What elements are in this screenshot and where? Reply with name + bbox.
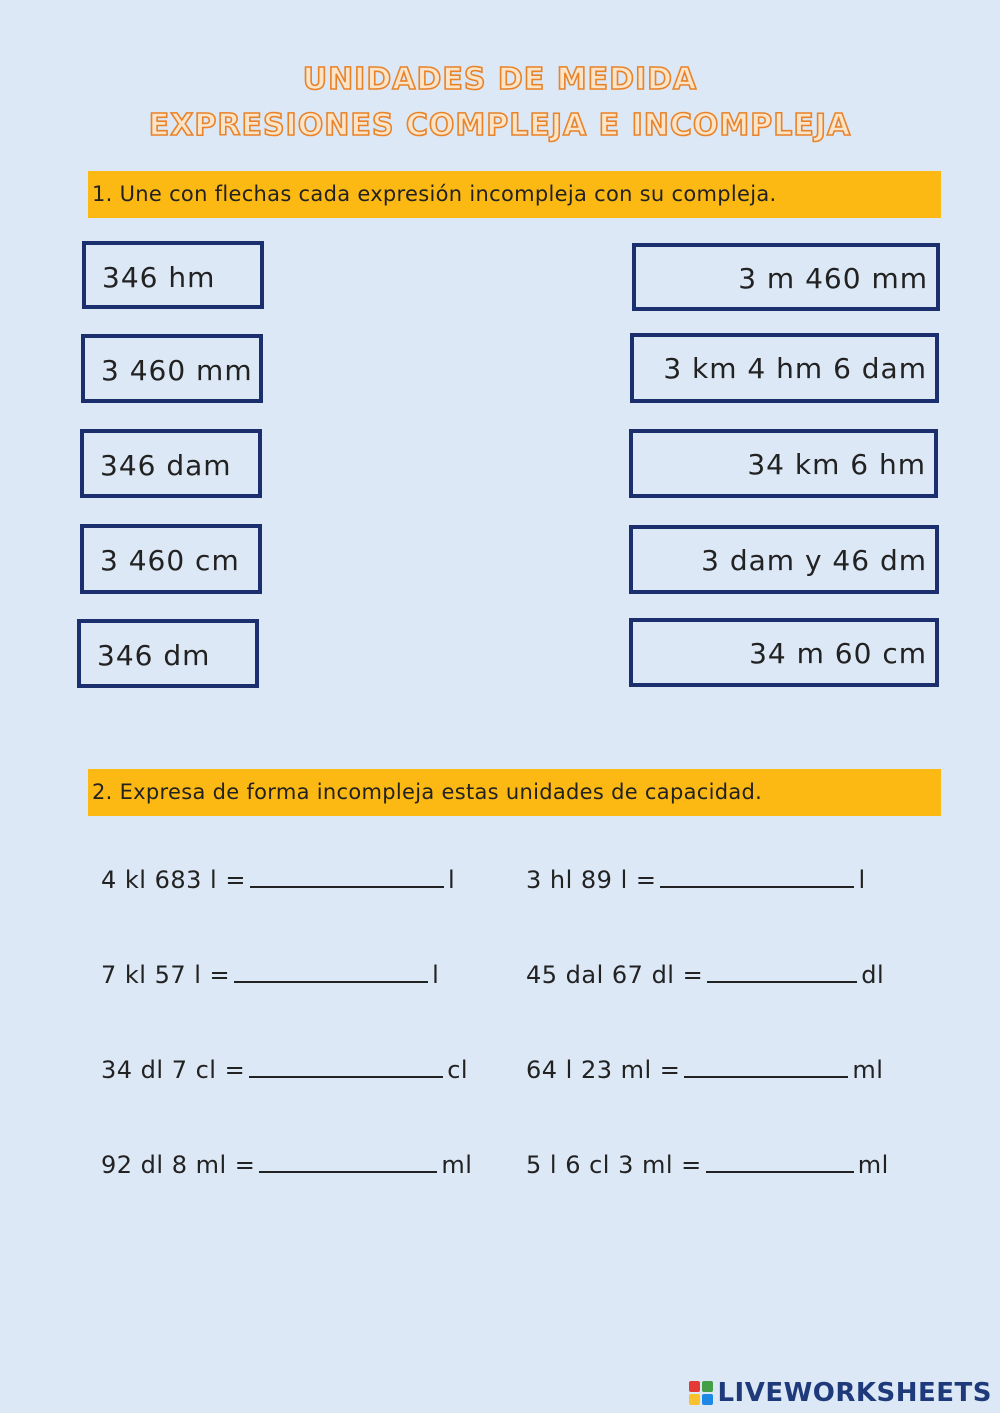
left-option-5[interactable]: 346 dm <box>77 619 259 688</box>
capacity-unit: ml <box>441 1151 473 1179</box>
capacity-expression: 3 hl 89 l = <box>526 866 657 894</box>
answer-blank-4[interactable] <box>707 959 857 983</box>
answer-blank-1[interactable] <box>250 864 444 888</box>
left-option-4[interactable]: 3 460 cm <box>80 524 262 594</box>
left-option-3[interactable]: 346 dam <box>80 429 262 498</box>
page-title: UNIDADES DE MEDIDA <box>302 62 698 97</box>
exercise2-instruction: 2. Expresa de forma incompleja estas unidades de capacidad. <box>88 769 941 816</box>
capacity-item-6 <box>526 1054 883 1084</box>
left-option-1[interactable]: 346 hm <box>82 241 264 309</box>
capacity-unit: ml <box>852 1056 884 1084</box>
capacity-unit: cl <box>447 1056 469 1084</box>
answer-blank-6[interactable] <box>684 1054 848 1078</box>
logo-icon <box>689 1381 713 1405</box>
left-option-2[interactable]: 3 460 mm <box>81 334 263 403</box>
capacity-expression: 5 l 6 cl 3 ml = <box>526 1151 702 1179</box>
answer-blank-2[interactable] <box>660 864 854 888</box>
page-subtitle: EXPRESIONES COMPLEJA E INCOMPLEJA <box>148 108 852 143</box>
capacity-unit: l <box>447 866 456 894</box>
liveworksheets-logo <box>689 1376 992 1410</box>
capacity-item-8 <box>526 1149 889 1179</box>
capacity-unit: dl <box>861 961 885 989</box>
answer-blank-5[interactable] <box>249 1054 443 1078</box>
logo-text: LIVEWORKSHEETS <box>717 1378 992 1408</box>
capacity-unit: l <box>858 866 866 894</box>
capacity-expression: 45 dal 67 dl = <box>526 961 704 989</box>
answer-blank-7[interactable] <box>259 1149 437 1173</box>
capacity-item-2 <box>526 864 866 894</box>
answer-blank-8[interactable] <box>706 1149 854 1173</box>
capacity-unit: l <box>432 961 440 989</box>
logo-square-yellow <box>689 1394 700 1405</box>
right-option-3[interactable]: 34 km 6 hm <box>629 429 938 498</box>
right-option-2[interactable]: 3 km 4 hm 6 dam <box>630 333 939 403</box>
logo-square-blue <box>702 1394 713 1405</box>
capacity-item-4 <box>526 959 884 989</box>
capacity-expression: 64 l 23 ml = <box>526 1056 681 1084</box>
right-option-1[interactable]: 3 m 460 mm <box>632 243 940 311</box>
capacity-item-3 <box>101 959 439 989</box>
right-option-5[interactable]: 34 m 60 cm <box>629 618 939 687</box>
exercise1-instruction: 1. Une con flechas cada expresión incompleja con su compleja. <box>88 171 941 218</box>
capacity-expression: 7 kl 57 l = <box>101 961 231 989</box>
logo-square-green <box>702 1381 713 1392</box>
capacity-expression: 4 kl 683 l = <box>101 866 246 894</box>
capacity-item-5 <box>101 1054 468 1084</box>
logo-square-red <box>689 1381 700 1392</box>
answer-blank-3[interactable] <box>234 959 428 983</box>
capacity-unit: ml <box>857 1151 889 1179</box>
capacity-expression: 34 dl 7 cl = <box>101 1056 246 1084</box>
capacity-item-7 <box>101 1149 472 1179</box>
capacity-item-1 <box>101 864 455 894</box>
capacity-expression: 92 dl 8 ml = <box>101 1151 256 1179</box>
right-option-4[interactable]: 3 dam y 46 dm <box>629 525 939 594</box>
